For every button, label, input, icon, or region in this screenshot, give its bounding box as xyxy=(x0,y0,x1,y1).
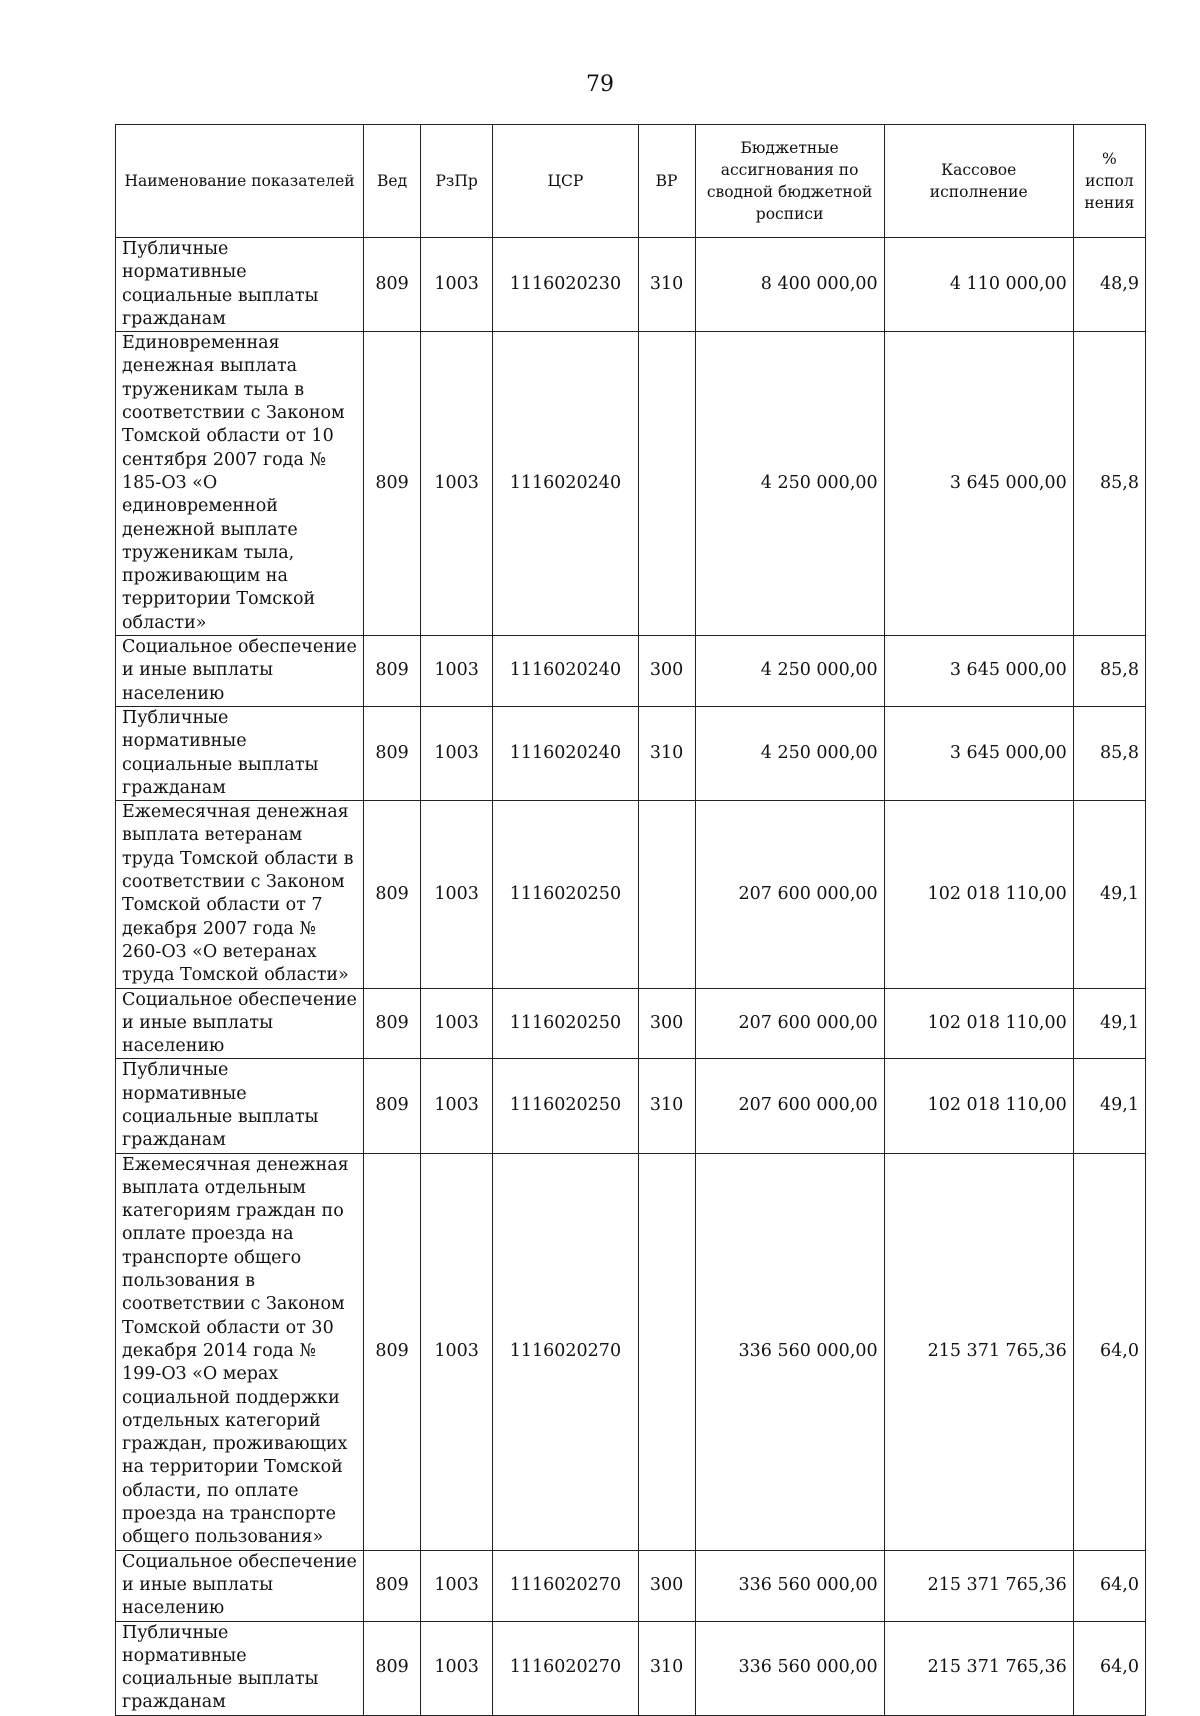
cell-percent: 49,1 xyxy=(1073,988,1145,1059)
table-row xyxy=(116,636,1146,707)
header-cash-execution: Кассовое исполнение xyxy=(884,125,1073,238)
table-row xyxy=(116,1153,1146,1550)
table-row xyxy=(116,1621,1146,1715)
cell-csr: 1116020250 xyxy=(493,801,638,988)
cell-name: Социальное обеспечение и иные выплаты населению xyxy=(116,988,364,1059)
cell-percent: 85,8 xyxy=(1073,332,1145,636)
header-execution-percent: % испол нения xyxy=(1073,125,1145,238)
table-row xyxy=(116,801,1146,988)
cell-csr: 1116020230 xyxy=(493,238,638,332)
cell-assignments: 336 560 000,00 xyxy=(695,1621,884,1715)
cell-vr xyxy=(638,1153,695,1550)
cell-percent: 64,0 xyxy=(1073,1153,1145,1550)
cell-rzpr: 1003 xyxy=(421,1621,493,1715)
cell-rzpr: 1003 xyxy=(421,1059,493,1153)
cell-percent: 64,0 xyxy=(1073,1621,1145,1715)
cell-ved: 809 xyxy=(364,988,421,1059)
cell-name: Публичные нормативные социальные выплаты гражданам xyxy=(116,1621,364,1715)
cell-assignments: 336 560 000,00 xyxy=(695,1550,884,1621)
cell-assignments: 207 600 000,00 xyxy=(695,1059,884,1153)
cell-percent: 85,8 xyxy=(1073,636,1145,707)
cell-percent: 49,1 xyxy=(1073,801,1145,988)
cell-percent: 48,9 xyxy=(1073,238,1145,332)
cell-execution: 3 645 000,00 xyxy=(884,706,1073,800)
cell-assignments: 4 250 000,00 xyxy=(695,706,884,800)
cell-csr: 1116020240 xyxy=(493,332,638,636)
cell-vr: 300 xyxy=(638,1550,695,1621)
cell-name: Ежемесячная денежная выплата отдельным категориям граждан по оплате проезда на транспорте общего пользования в соответствии с Законом Томской области от 30 декабря 2014 года № 199-ОЗ «О мерах социальной поддержки отдельных категорий граждан, проживающих на территории Томской области, по оплате проезда на транспорте общего пользования» xyxy=(116,1153,364,1550)
cell-vr xyxy=(638,801,695,988)
cell-ved: 809 xyxy=(364,1621,421,1715)
cell-vr: 310 xyxy=(638,238,695,332)
cell-execution: 215 371 765,36 xyxy=(884,1550,1073,1621)
cell-rzpr: 1003 xyxy=(421,1550,493,1621)
cell-execution: 102 018 110,00 xyxy=(884,1059,1073,1153)
cell-vr: 300 xyxy=(638,636,695,707)
cell-execution: 3 645 000,00 xyxy=(884,332,1073,636)
cell-rzpr: 1003 xyxy=(421,706,493,800)
cell-rzpr: 1003 xyxy=(421,238,493,332)
cell-csr: 1116020250 xyxy=(493,988,638,1059)
cell-csr: 1116020240 xyxy=(493,636,638,707)
cell-assignments: 4 250 000,00 xyxy=(695,636,884,707)
cell-name: Социальное обеспечение и иные выплаты населению xyxy=(116,636,364,707)
header-rzpr: РзПр xyxy=(421,125,493,238)
cell-vr: 310 xyxy=(638,1621,695,1715)
header-vr: ВР xyxy=(638,125,695,238)
cell-ved: 809 xyxy=(364,801,421,988)
cell-rzpr: 1003 xyxy=(421,636,493,707)
cell-ved: 809 xyxy=(364,706,421,800)
header-ved: Вед xyxy=(364,125,421,238)
cell-percent: 64,0 xyxy=(1073,1550,1145,1621)
cell-assignments: 4 250 000,00 xyxy=(695,332,884,636)
cell-assignments: 207 600 000,00 xyxy=(695,988,884,1059)
table-header-row xyxy=(116,125,1146,238)
table-row xyxy=(116,1550,1146,1621)
cell-vr: 300 xyxy=(638,988,695,1059)
cell-name: Публичные нормативные социальные выплаты гражданам xyxy=(116,706,364,800)
cell-execution: 3 645 000,00 xyxy=(884,636,1073,707)
cell-ved: 809 xyxy=(364,1153,421,1550)
cell-name: Социальное обеспечение и иные выплаты населению xyxy=(116,1550,364,1621)
header-budget-assignments: Бюджетные ассигнования по сводной бюджетной росписи xyxy=(695,125,884,238)
cell-name: Единовременная денежная выплата труженикам тыла в соответствии с Законом Томской области от 10 сентября 2007 года № 185-ОЗ «О единовременной денежной выплате труженикам тыла, проживающим на территории Томской области» xyxy=(116,332,364,636)
cell-name: Ежемесячная денежная выплата ветеранам труда Томской области в соответствии с Законом Томской области от 7 декабря 2007 года № 260-ОЗ «О ветеранах труда Томской области» xyxy=(116,801,364,988)
cell-csr: 1116020250 xyxy=(493,1059,638,1153)
cell-execution: 102 018 110,00 xyxy=(884,988,1073,1059)
cell-execution: 4 110 000,00 xyxy=(884,238,1073,332)
cell-vr: 310 xyxy=(638,1059,695,1153)
table-row xyxy=(116,332,1146,636)
header-name: Наименование показателей xyxy=(116,125,364,238)
cell-execution: 215 371 765,36 xyxy=(884,1153,1073,1550)
cell-rzpr: 1003 xyxy=(421,1153,493,1550)
cell-ved: 809 xyxy=(364,332,421,636)
cell-csr: 1116020240 xyxy=(493,706,638,800)
cell-rzpr: 1003 xyxy=(421,801,493,988)
page-number: 79 xyxy=(586,72,614,97)
cell-rzpr: 1003 xyxy=(421,332,493,636)
cell-csr: 1116020270 xyxy=(493,1621,638,1715)
cell-percent: 85,8 xyxy=(1073,706,1145,800)
cell-ved: 809 xyxy=(364,636,421,707)
cell-csr: 1116020270 xyxy=(493,1153,638,1550)
cell-assignments: 336 560 000,00 xyxy=(695,1153,884,1550)
cell-vr xyxy=(638,332,695,636)
cell-assignments: 207 600 000,00 xyxy=(695,801,884,988)
cell-ved: 809 xyxy=(364,1550,421,1621)
cell-assignments: 8 400 000,00 xyxy=(695,238,884,332)
table-row xyxy=(116,706,1146,800)
cell-execution: 215 371 765,36 xyxy=(884,1621,1073,1715)
header-csr: ЦСР xyxy=(493,125,638,238)
cell-vr: 310 xyxy=(638,706,695,800)
cell-csr: 1116020270 xyxy=(493,1550,638,1621)
cell-name: Публичные нормативные социальные выплаты гражданам xyxy=(116,238,364,332)
cell-percent: 49,1 xyxy=(1073,1059,1145,1153)
budget-execution-table xyxy=(115,124,1146,1716)
cell-execution: 102 018 110,00 xyxy=(884,801,1073,988)
cell-ved: 809 xyxy=(364,1059,421,1153)
cell-ved: 809 xyxy=(364,238,421,332)
table-row xyxy=(116,238,1146,332)
cell-rzpr: 1003 xyxy=(421,988,493,1059)
table-row xyxy=(116,1059,1146,1153)
table-row xyxy=(116,988,1146,1059)
cell-name: Публичные нормативные социальные выплаты гражданам xyxy=(116,1059,364,1153)
